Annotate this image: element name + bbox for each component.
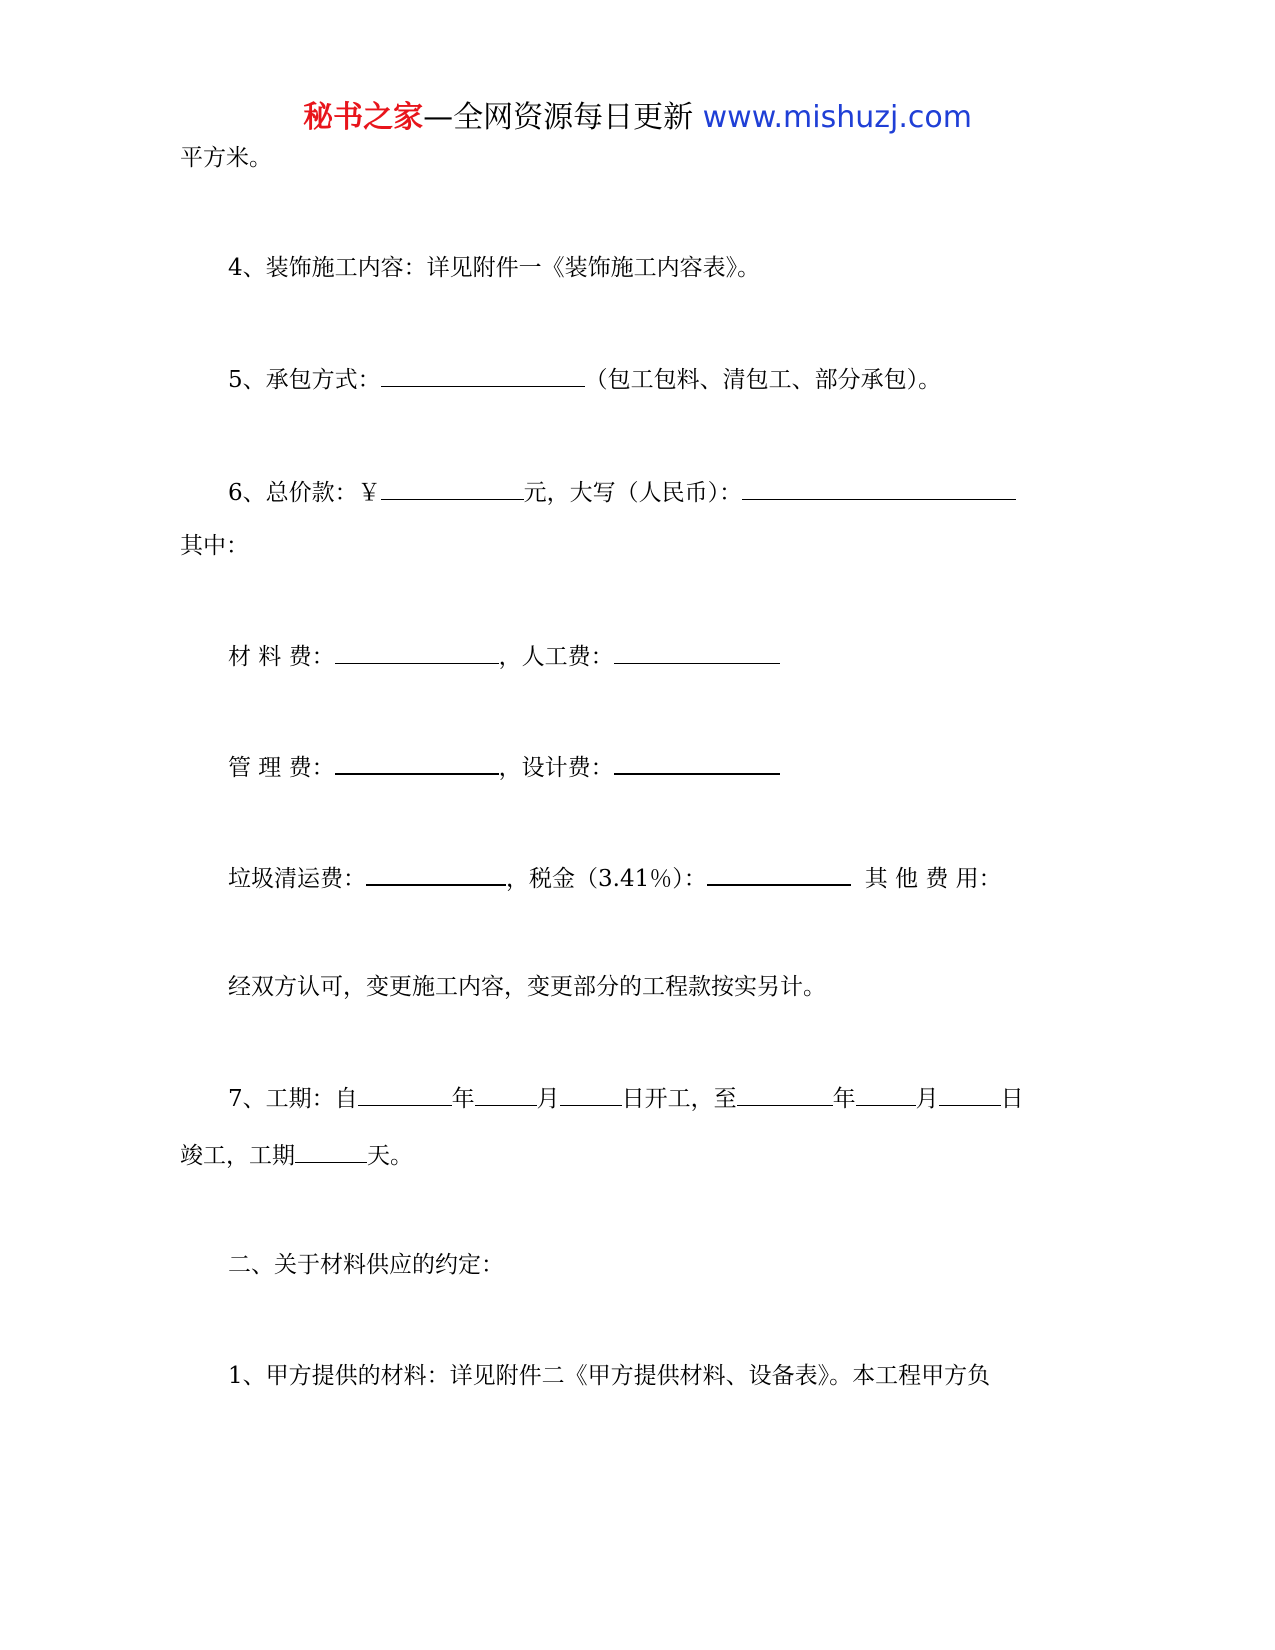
paragraph-among: 其中： [180, 533, 249, 559]
material-fee-label: 材 料 费： [228, 644, 335, 670]
paragraph-area-unit: 平方米。 [180, 145, 272, 171]
end-month-blank[interactable] [856, 1083, 916, 1106]
total-price-amount-blank[interactable] [381, 477, 524, 500]
labor-fee-label: ，人工费： [498, 644, 614, 670]
paragraph-construction-period [228, 1083, 1024, 1114]
tax-label: ，税金（3.41％）： [506, 866, 707, 892]
paragraph-other-fees [228, 862, 1002, 894]
paragraph-total-price [228, 477, 1016, 508]
management-fee-label: 管 理 费： [228, 755, 335, 781]
other-fee-label: 其 他 费 用： [864, 866, 1002, 892]
tax-blank[interactable] [707, 862, 851, 886]
end-day-label: 日 [1000, 1086, 1024, 1112]
paragraph-completion [180, 1140, 413, 1171]
start-year-label: 年 [451, 1086, 475, 1112]
paragraph-material-labor [228, 641, 780, 672]
site-header [0, 98, 1275, 138]
start-month-label: 月 [536, 1086, 560, 1112]
paragraph-contract-method [228, 364, 941, 395]
duration-days-blank[interactable] [295, 1140, 367, 1163]
total-price-capital-label: 元，大写（人民币）： [523, 480, 743, 506]
end-month-label: 月 [915, 1086, 939, 1112]
paragraph-decoration-content: 4、装饰施工内容：详见附件一《装饰施工内容表》。 [228, 255, 761, 281]
total-price-capital-blank[interactable] [742, 477, 1016, 500]
days-label: 天。 [367, 1143, 413, 1169]
start-month-blank[interactable] [475, 1083, 537, 1106]
site-slogan: —全网资源每日更新 [423, 100, 694, 135]
paragraph-management-design [228, 751, 780, 783]
completion-label: 竣工，工期 [180, 1143, 295, 1169]
site-url-link[interactable]: www.mishuzj.com [702, 100, 972, 135]
site-brand: 秘书之家 [303, 100, 424, 135]
start-day-blank[interactable] [560, 1083, 622, 1106]
end-year-blank[interactable] [737, 1083, 833, 1106]
management-fee-blank[interactable] [335, 751, 499, 775]
garbage-fee-blank[interactable] [366, 862, 506, 886]
start-day-label: 日开工，至 [621, 1086, 737, 1112]
section-heading-materials: 二、关于材料供应的约定： [228, 1252, 504, 1278]
end-year-label: 年 [832, 1086, 856, 1112]
garbage-fee-label: 垃圾清运费： [228, 866, 366, 892]
contract-method-blank[interactable] [381, 364, 585, 387]
paragraph-party-a-materials: 1、甲方提供的材料：详见附件二《甲方提供材料、设备表》。本工程甲方负 [228, 1363, 991, 1389]
contract-method-options: （包工包料、清包工、部分承包）。 [584, 367, 942, 393]
period-label: 7、工期：自 [228, 1086, 358, 1112]
labor-fee-blank[interactable] [614, 641, 780, 664]
total-price-label: 6、总价款：￥ [228, 480, 381, 506]
design-fee-label: ，设计费： [498, 755, 614, 781]
design-fee-blank[interactable] [614, 751, 780, 775]
material-fee-blank[interactable] [335, 641, 499, 664]
start-year-blank[interactable] [358, 1083, 452, 1106]
paragraph-change-note: 经双方认可，变更施工内容，变更部分的工程款按实另计。 [228, 974, 826, 1000]
contract-method-label: 5、承包方式： [228, 367, 381, 393]
end-day-blank[interactable] [939, 1083, 1001, 1106]
